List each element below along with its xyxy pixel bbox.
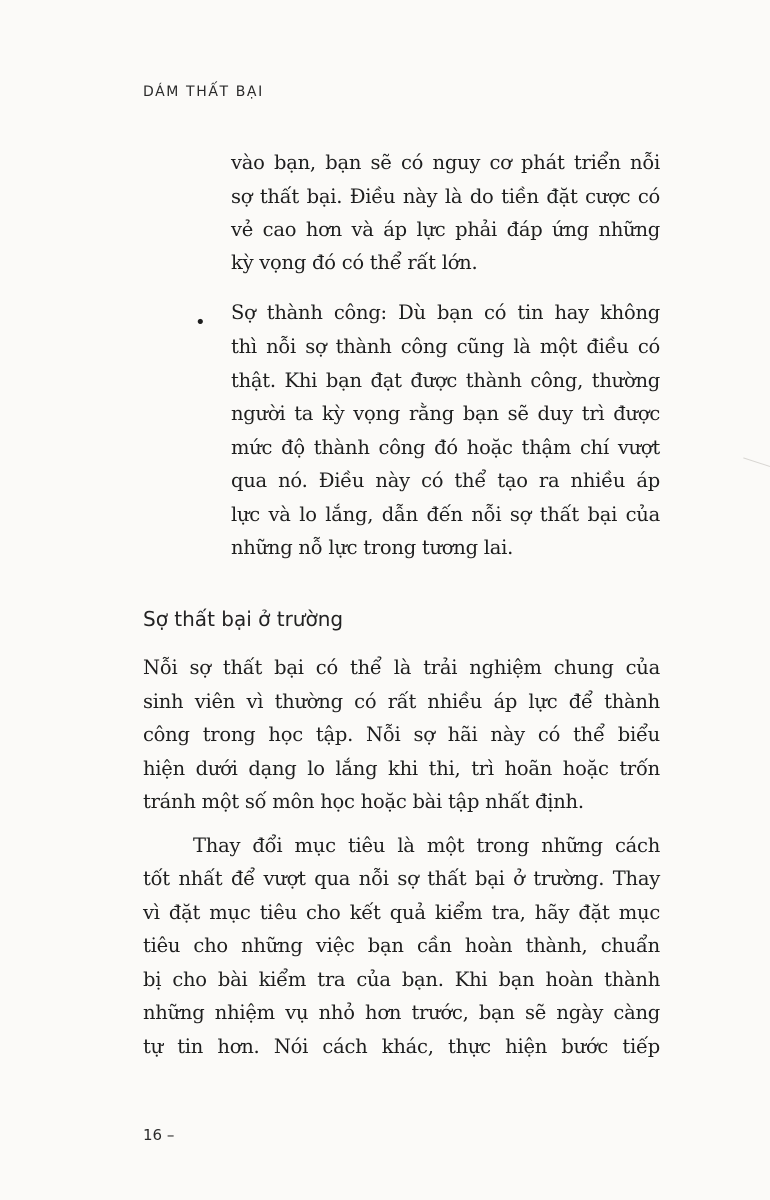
text-line: Thay đổi mục tiêu là một trong những cách <box>193 834 660 857</box>
text-line: thật. Khi bạn đạt được thành công, thường <box>231 369 660 392</box>
text-line: những nỗ lực trong tương lai. <box>231 536 514 559</box>
bullet-marker: • <box>195 312 206 333</box>
text-line: kỳ vọng đó có thể rất lớn. <box>231 251 478 274</box>
text-line: vẻ cao hơn và áp lực phải đáp ứng những <box>231 218 660 241</box>
text-line: vì đặt mục tiêu cho kết quả kiểm tra, hãy đặt mục <box>143 901 660 924</box>
text-line: sợ thất bại. Điều này là do tiền đặt cược có <box>231 185 660 208</box>
text-line: lực và lo lắng, dẫn đến nỗi sợ thất bại của <box>231 503 660 526</box>
text-line: công trong học tập. Nỗi sợ hãi này có thể biểu <box>143 723 660 746</box>
text-line: qua nó. Điều này có thể tạo ra nhiều áp <box>231 469 660 492</box>
text-line: những nhiệm vụ nhỏ hơn trước, bạn sẽ ngày càng <box>143 1001 660 1024</box>
text-line: Nỗi sợ thất bại có thể là trải nghiệm chung của <box>143 656 660 679</box>
text-line: tiêu cho những việc bạn cần hoàn thành, chuẩn <box>143 934 660 957</box>
text-line: người ta kỳ vọng rằng bạn sẽ duy trì được <box>231 402 660 425</box>
page-edge-mark <box>743 457 770 467</box>
running-header: DÁM THẤT BẠI <box>143 84 264 100</box>
text-line: vào bạn, bạn sẽ có nguy cơ phát triển nỗi <box>231 151 660 174</box>
text-line: tự tin hơn. Nói cách khác, thực hiện bước tiếp <box>143 1035 660 1058</box>
text-line: bị cho bài kiểm tra của bạn. Khi bạn hoàn thành <box>143 968 660 991</box>
text-line: tránh một số môn học hoặc bài tập nhất định. <box>143 790 584 813</box>
text-line: hiện dưới dạng lo lắng khi thi, trì hoãn hoặc trốn <box>143 757 660 780</box>
text-line: tốt nhất để vượt qua nỗi sợ thất bại ở trường. Thay <box>143 867 660 890</box>
text-line: sinh viên vì thường có rất nhiều áp lực để thành <box>143 690 660 713</box>
text-line: Sợ thành công: Dù bạn có tin hay không <box>231 301 660 324</box>
text-line: thì nỗi sợ thành công cũng là một điều có <box>231 335 660 358</box>
text-line: mức độ thành công đó hoặc thậm chí vượt <box>231 436 660 459</box>
section-heading: Sợ thất bại ở trường <box>143 607 344 631</box>
page-number: 16 – <box>143 1126 175 1144</box>
